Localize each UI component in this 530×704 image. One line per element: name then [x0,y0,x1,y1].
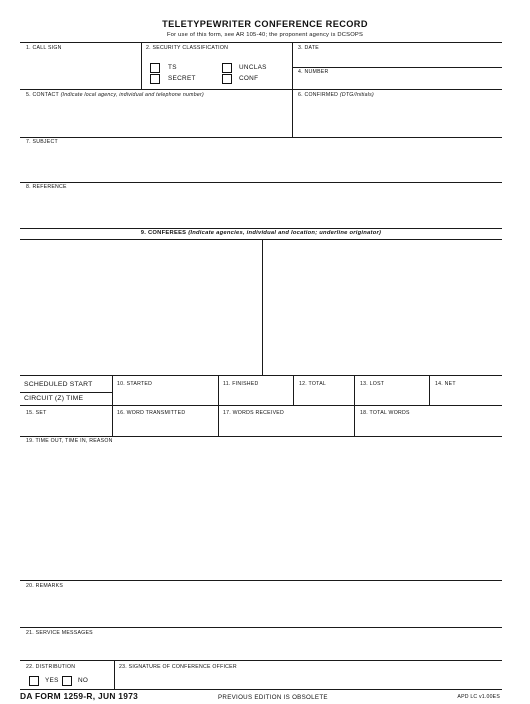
reference-field[interactable] [21,191,501,227]
yes-checkbox[interactable] [29,676,39,686]
call-sign-label: 1. CALL SIGN [26,45,62,51]
net-label: 14. NET [435,381,456,387]
started-label: 10. STARTED [117,381,153,387]
words-transmitted-field[interactable] [113,417,217,435]
call-sign-field[interactable] [21,52,140,88]
total-label: 12. TOTAL [299,381,327,387]
contact-label [26,92,204,98]
lost-field[interactable] [355,388,428,404]
confirmed-note: (DTG/Initials) [339,92,374,98]
service-messages-field[interactable] [21,637,501,659]
service-messages-label: 21. SERVICE MESSAGES [26,630,93,636]
time-out-label: 19. TIME OUT, TIME IN, REASON [26,438,113,444]
subject-label: 7. SUBJECT [26,139,58,145]
conf-checkbox[interactable] [222,74,232,84]
started-field[interactable] [113,388,217,404]
set-label: 15. SET [26,410,47,416]
secret-checkbox[interactable] [150,74,160,84]
words-transmitted-label: 16. WORD TRANSMITTED [117,410,186,416]
contact-label-text: 5. CONTACT [26,92,59,98]
words-received-field[interactable] [219,417,353,435]
conferees-right-field[interactable] [263,240,501,374]
security-classification-label: 2. SECURITY CLASSIFICATION [146,45,229,51]
total-field[interactable] [294,388,353,404]
unclas-label: UNCLAS [239,64,267,71]
circuit-time-label: CIRCUIT (Z) TIME [24,395,84,402]
no-checkbox[interactable] [62,676,72,686]
form-title: TELETYPEWRITER CONFERENCE RECORD [162,19,368,29]
secret-label: SECRET [168,75,196,82]
lost-label: 13. LOST [360,381,385,387]
ts-checkbox[interactable] [150,63,160,73]
signature-label: 23. SIGNATURE OF CONFERENCE OFFICER [119,664,237,670]
reference-label: 8. REFERENCE [26,184,67,190]
signature-field[interactable] [115,671,501,688]
confirmed-field[interactable] [293,99,501,136]
finished-field[interactable] [219,388,292,404]
finished-label: 11. FINISHED [223,381,259,387]
confirmed-label [298,92,374,98]
remarks-field[interactable] [21,590,501,626]
conferees-left-field[interactable] [21,240,261,374]
form-subtitle: For use of this form, see AR 105-40; the proponent agency is DCSOPS [166,32,364,38]
scheduled-start-label: SCHEDULED START [24,381,93,388]
conferees-label: 9. CONFEREES [140,230,187,236]
words-received-label: 17. WORDS RECEIVED [223,410,284,416]
conferees-note: (Indicate agencies, individual and location; underline originator) [188,230,382,236]
total-words-field[interactable] [355,417,501,435]
ts-label: TS [168,64,177,71]
distribution-label: 22. DISTRIBUTION [26,664,76,670]
time-out-field[interactable] [21,445,501,579]
apd-version: APD LC v1.00ES [457,694,500,700]
number-field[interactable] [293,76,501,88]
total-words-label: 18. TOTAL WORDS [360,410,410,416]
contact-note: (Indicate local agency, individual and telephone number) [60,92,204,98]
subject-field[interactable] [21,146,501,181]
yes-label: YES [45,677,59,684]
conferees-header [20,230,502,236]
unclas-checkbox[interactable] [222,63,232,73]
conf-label: CONF [239,75,259,82]
confirmed-label-text: 6. CONFIRMED [298,92,339,98]
net-field[interactable] [430,388,501,404]
set-field[interactable] [21,417,111,435]
remarks-label: 20. REMARKS [26,583,64,589]
contact-field[interactable] [21,99,291,136]
obsolete-notice: PREVIOUS EDITION IS OBSOLETE [218,694,328,701]
date-label: 3. DATE [298,45,319,51]
number-label: 4. NUMBER [298,69,329,75]
date-field[interactable] [293,52,501,66]
form-number: DA FORM 1259-R, JUN 1973 [20,691,139,701]
no-label: NO [78,677,89,684]
